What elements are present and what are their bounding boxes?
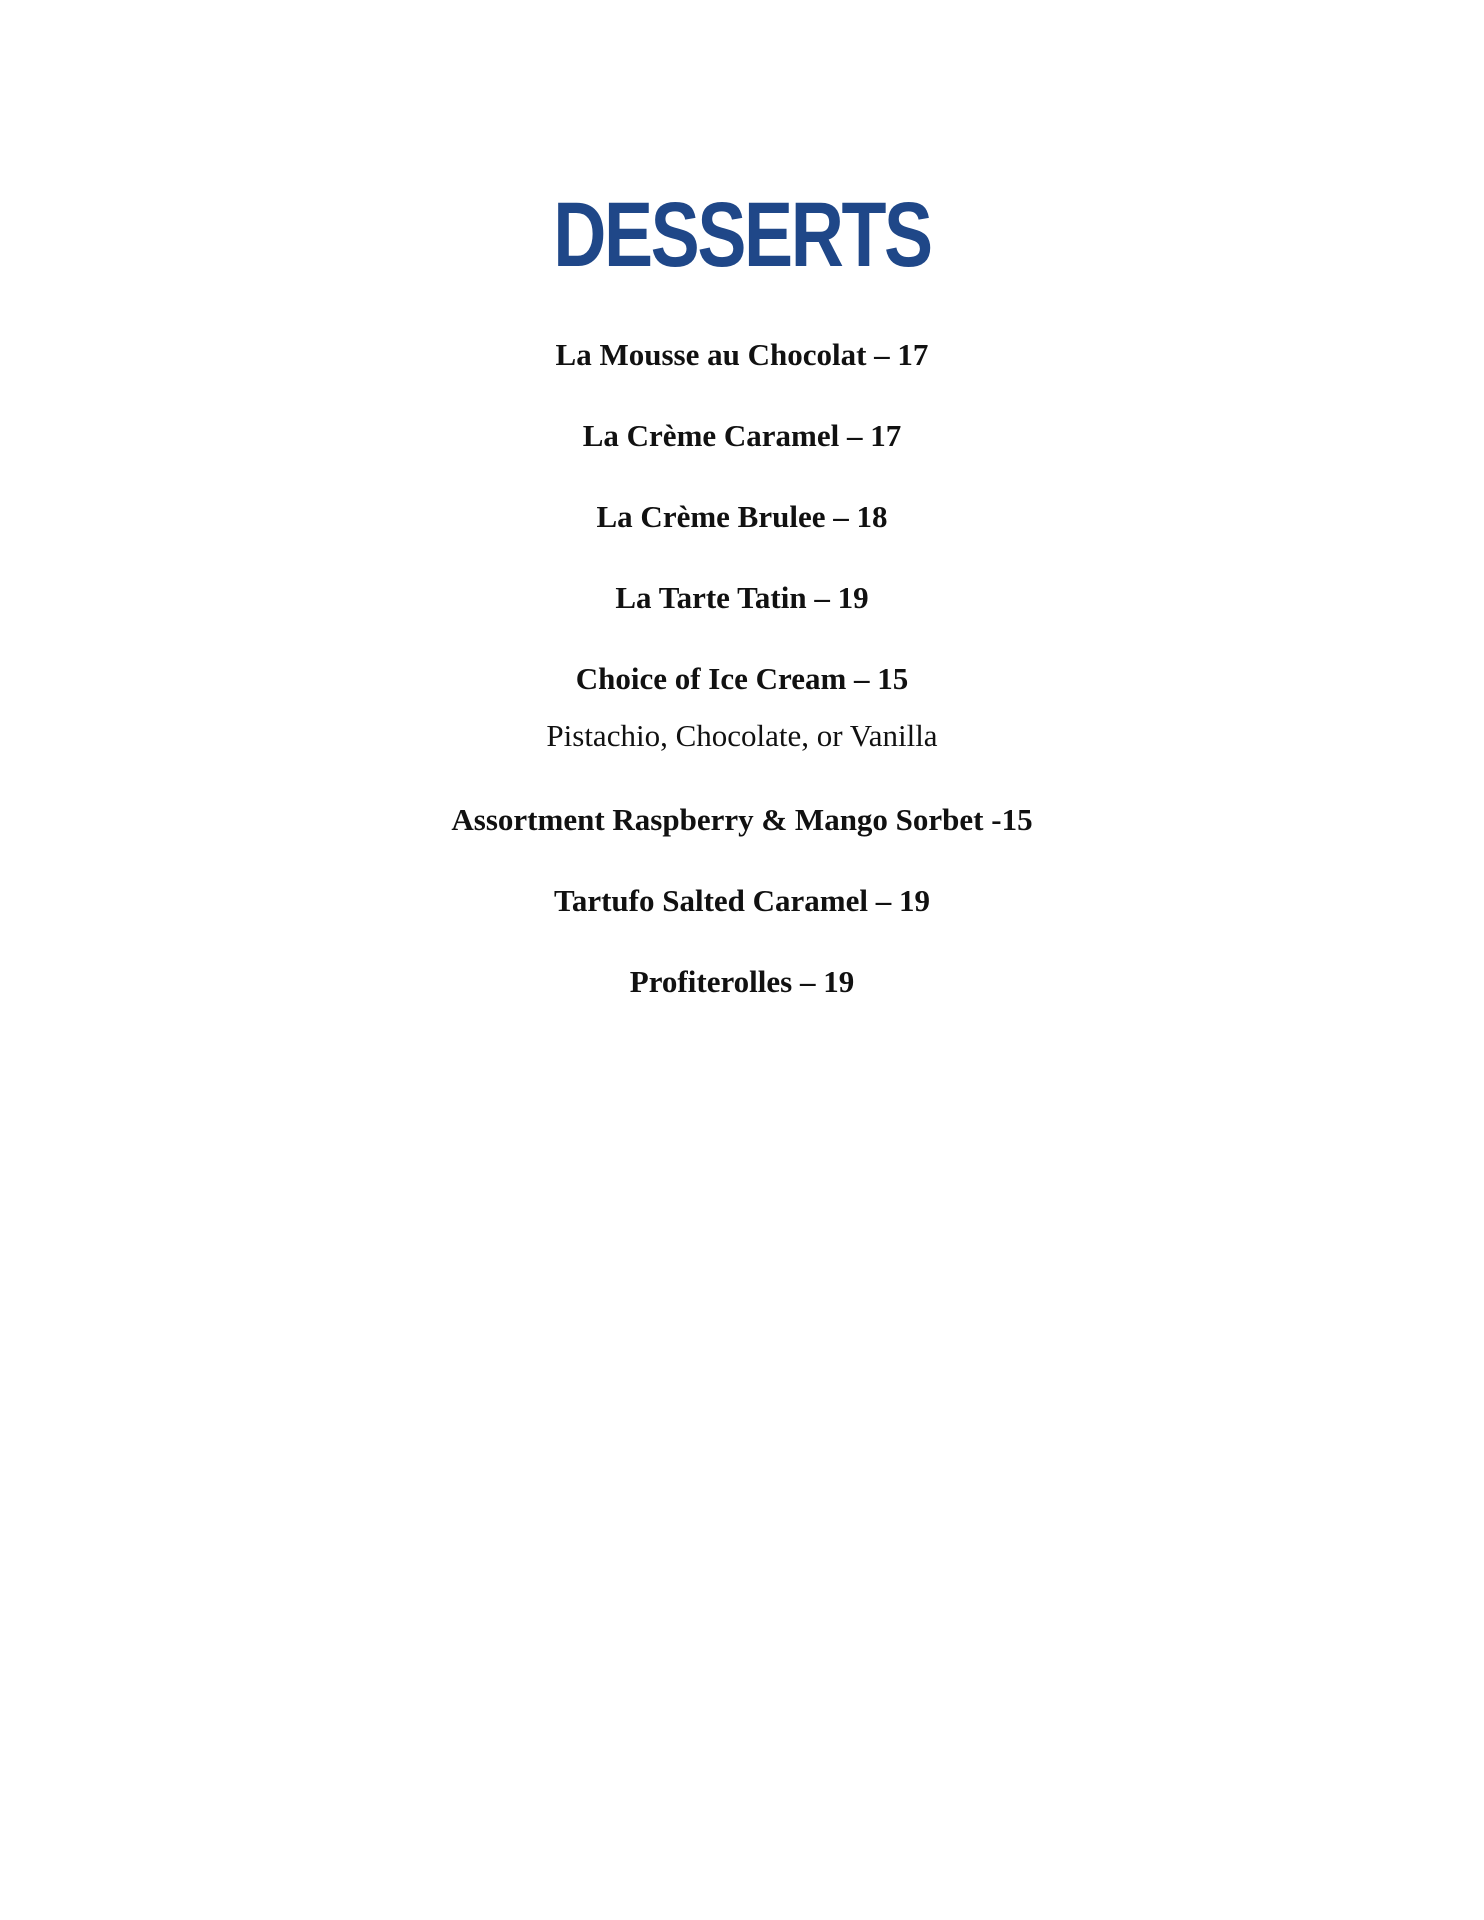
menu-item-creme-brulee: La Crème Brulee – 18 [596, 499, 888, 534]
menu-title: DESSERTS [553, 184, 931, 286]
menu-item-creme-caramel: La Crème Caramel – 17 [582, 418, 902, 453]
dessert-list [0, 330, 1484, 1038]
menu-item-ice-cream-description: Pistachio, Chocolate, or Vanilla [546, 718, 938, 753]
menu-item-sorbet: Assortment Raspberry & Mango Sorbet -15 [451, 802, 1033, 837]
menu-item-mousse-au-chocolat: La Mousse au Chocolat – 17 [555, 337, 929, 372]
menu-item-profiterolles: Profiterolles – 19 [629, 964, 855, 999]
menu-item-tartufo: Tartufo Salted Caramel – 19 [554, 883, 930, 918]
menu-item-tarte-tatin: La Tarte Tatin – 19 [615, 580, 869, 615]
menu-item-ice-cream: Choice of Ice Cream – 15 [575, 661, 909, 696]
